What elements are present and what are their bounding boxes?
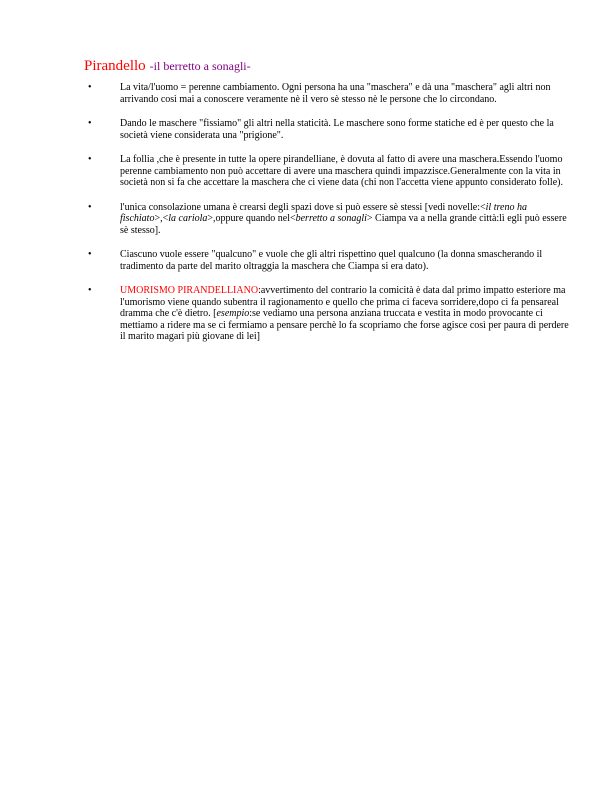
list-item bbox=[0, 249, 612, 272]
list-item-text: La follia ,che è presente in tutte la opere pirandelliane, è dovuta al fatto di avere una maschera.Essendo l'uomo perenne cambiamento non può accettare di avere una maschera quindi impazzisce.Generalmente con la vita in società non si fa che accettare la maschera che ci viene data (chi non l'accetta viene appunto considerato folle). bbox=[120, 154, 563, 188]
list-item bbox=[0, 285, 612, 343]
text-run: l'unica consolazione umana è crearsi degli spazi dove si può essere sè stessi [vedi novelle:< bbox=[120, 201, 486, 213]
bullet-icon: • bbox=[88, 249, 92, 260]
list-item-text: La vita/l'uomo = perenne cambiamento. Ogni persona ha una "maschera" e dà una "maschera" agli altri non arrivando così mai a conoscere veramente nè il vero sè stesso nè le persone che lo circondano. bbox=[120, 82, 551, 105]
bullet-icon: • bbox=[88, 118, 92, 129]
list-item-text bbox=[120, 202, 572, 237]
text-run: :se vediamo una persona anziana truccata e vestita in modo provocante ci mettiamo a ridere ma se ci fermiamo a pensare perchè lo fa scopriamo che forse agisce così per paura di perdere il marito magari più giovane di lei] bbox=[120, 308, 569, 342]
title-main: Pirandello bbox=[84, 58, 146, 74]
text-run: > Ciampa va a nella grande città:lì egli può essere sè stesso]. bbox=[120, 213, 567, 236]
list-item bbox=[0, 82, 612, 105]
title-subtitle: -il berretto a sonagli- bbox=[149, 59, 251, 73]
bullet-list bbox=[0, 82, 612, 356]
novella-title: la cariola bbox=[168, 213, 208, 224]
list-item bbox=[0, 202, 612, 237]
text-run: >,< bbox=[154, 213, 169, 224]
list-item bbox=[0, 118, 612, 141]
play-title: berretto a sonagli bbox=[295, 213, 367, 224]
page-title bbox=[84, 57, 251, 75]
bullet-icon: • bbox=[88, 201, 92, 213]
list-item-text bbox=[120, 285, 572, 343]
list-item bbox=[0, 154, 612, 189]
umorismo-label: UMORISMO PIRANDELLIANO bbox=[120, 285, 259, 296]
bullet-icon: • bbox=[88, 285, 92, 296]
bullet-icon: • bbox=[88, 154, 92, 165]
text-run: >,oppure quando nel< bbox=[207, 213, 296, 224]
bullet-icon: • bbox=[88, 82, 92, 93]
list-item-text: Ciascuno vuole essere "qualcuno" e vuole che gli altri rispettino quel qualcuno (la donna smascherando il tradimento da parte del marito oltraggia la maschera che Ciampa si era dato). bbox=[120, 249, 543, 272]
novella-title: il treno ha fischiato bbox=[120, 201, 527, 224]
esempio-label: esempio bbox=[216, 308, 250, 319]
text-run: :avvertimento del contrario la comicità è data dal primo impatto esteriore ma l'umorismo viene quando subentra il ragionamento e quello che prima ci faceva sorridere,dopo ci fa pensareal dramma che c'è dietro. [ bbox=[120, 285, 566, 319]
list-item-text: Dando le maschere "fissiamo" gli altri nella staticità. Le maschere sono forme statiche ed è per questo che la società viene considerata una "prigione". bbox=[120, 118, 554, 141]
